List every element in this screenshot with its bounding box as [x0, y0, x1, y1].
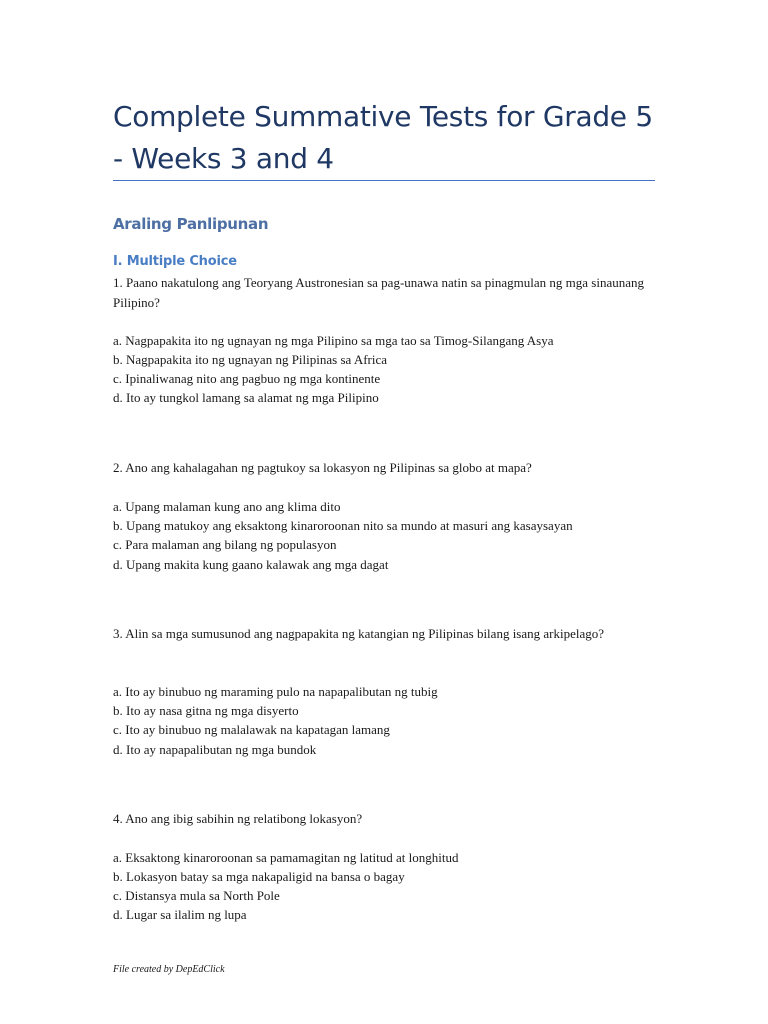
question-option: b. Nagpapakita ito ng ugnayan ng Pilipinas sa Africa	[113, 352, 388, 367]
question-option: b. Lokasyon batay sa mga nakapaligid na bansa o bagay	[113, 869, 405, 884]
document-title: Complete Summative Tests for Grade 5 - Weeks 3 and 4	[113, 100, 653, 175]
question-text: 2. Ano ang kahalagahan ng pagtukoy sa lokasyon ng Pilipinas sa globo at mapa?	[113, 460, 532, 475]
question-text: 4. Ano ang ibig sabihin ng relatibong lokasyon?	[113, 811, 363, 826]
page-footer: File created by DepEdClick	[113, 964, 225, 975]
section-heading: I. Multiple Choice	[113, 254, 237, 269]
document-page	[113, 0, 658, 1024]
question-text: 3. Alin sa mga sumusunod ang nagpapakita ng katangian ng Pilipinas bilang isang arkipelago?	[113, 626, 605, 641]
question-option: a. Ito ay binubuo ng maraming pulo na napapalibutan ng tubig	[113, 684, 438, 699]
question-text: 1. Paano nakatulong ang Teoryang Austronesian sa pag-unawa natin sa pinagmulan ng mga sinaunang Pilipino?	[113, 275, 645, 310]
question-option: d. Lugar sa ilalim ng lupa	[113, 907, 247, 922]
question-option: d. Ito ay tungkol lamang sa alamat ng mga Pilipino	[113, 390, 379, 405]
question-option: a. Eksaktong kinaroroonan sa pamamagitan ng latitud at longhitud	[113, 850, 459, 865]
question-option: c. Para malaman ang bilang ng populasyon	[113, 537, 337, 552]
question-option: b. Ito ay nasa gitna ng mga disyerto	[113, 703, 299, 718]
question-option: d. Upang makita kung gaano kalawak ang mga dagat	[113, 557, 389, 572]
question-option: b. Upang matukoy ang eksaktong kinaroroonan nito sa mundo at masuri ang kasaysayan	[113, 518, 573, 533]
title-divider	[113, 180, 655, 181]
question-option: a. Nagpapakita ito ng ugnayan ng mga Pilipino sa mga tao sa Timog-Silangang Asya	[113, 333, 554, 348]
question-option: a. Upang malaman kung ano ang klima dito	[113, 499, 341, 514]
question-option: c. Ito ay binubuo ng malalawak na kapatagan lamang	[113, 722, 390, 737]
question-option: d. Ito ay napapalibutan ng mga bundok	[113, 742, 317, 757]
question-option: c. Ipinaliwanag nito ang pagbuo ng mga kontinente	[113, 371, 381, 386]
subject-heading: Araling Panlipunan	[113, 215, 269, 233]
question-option: c. Distansya mula sa North Pole	[113, 888, 280, 903]
